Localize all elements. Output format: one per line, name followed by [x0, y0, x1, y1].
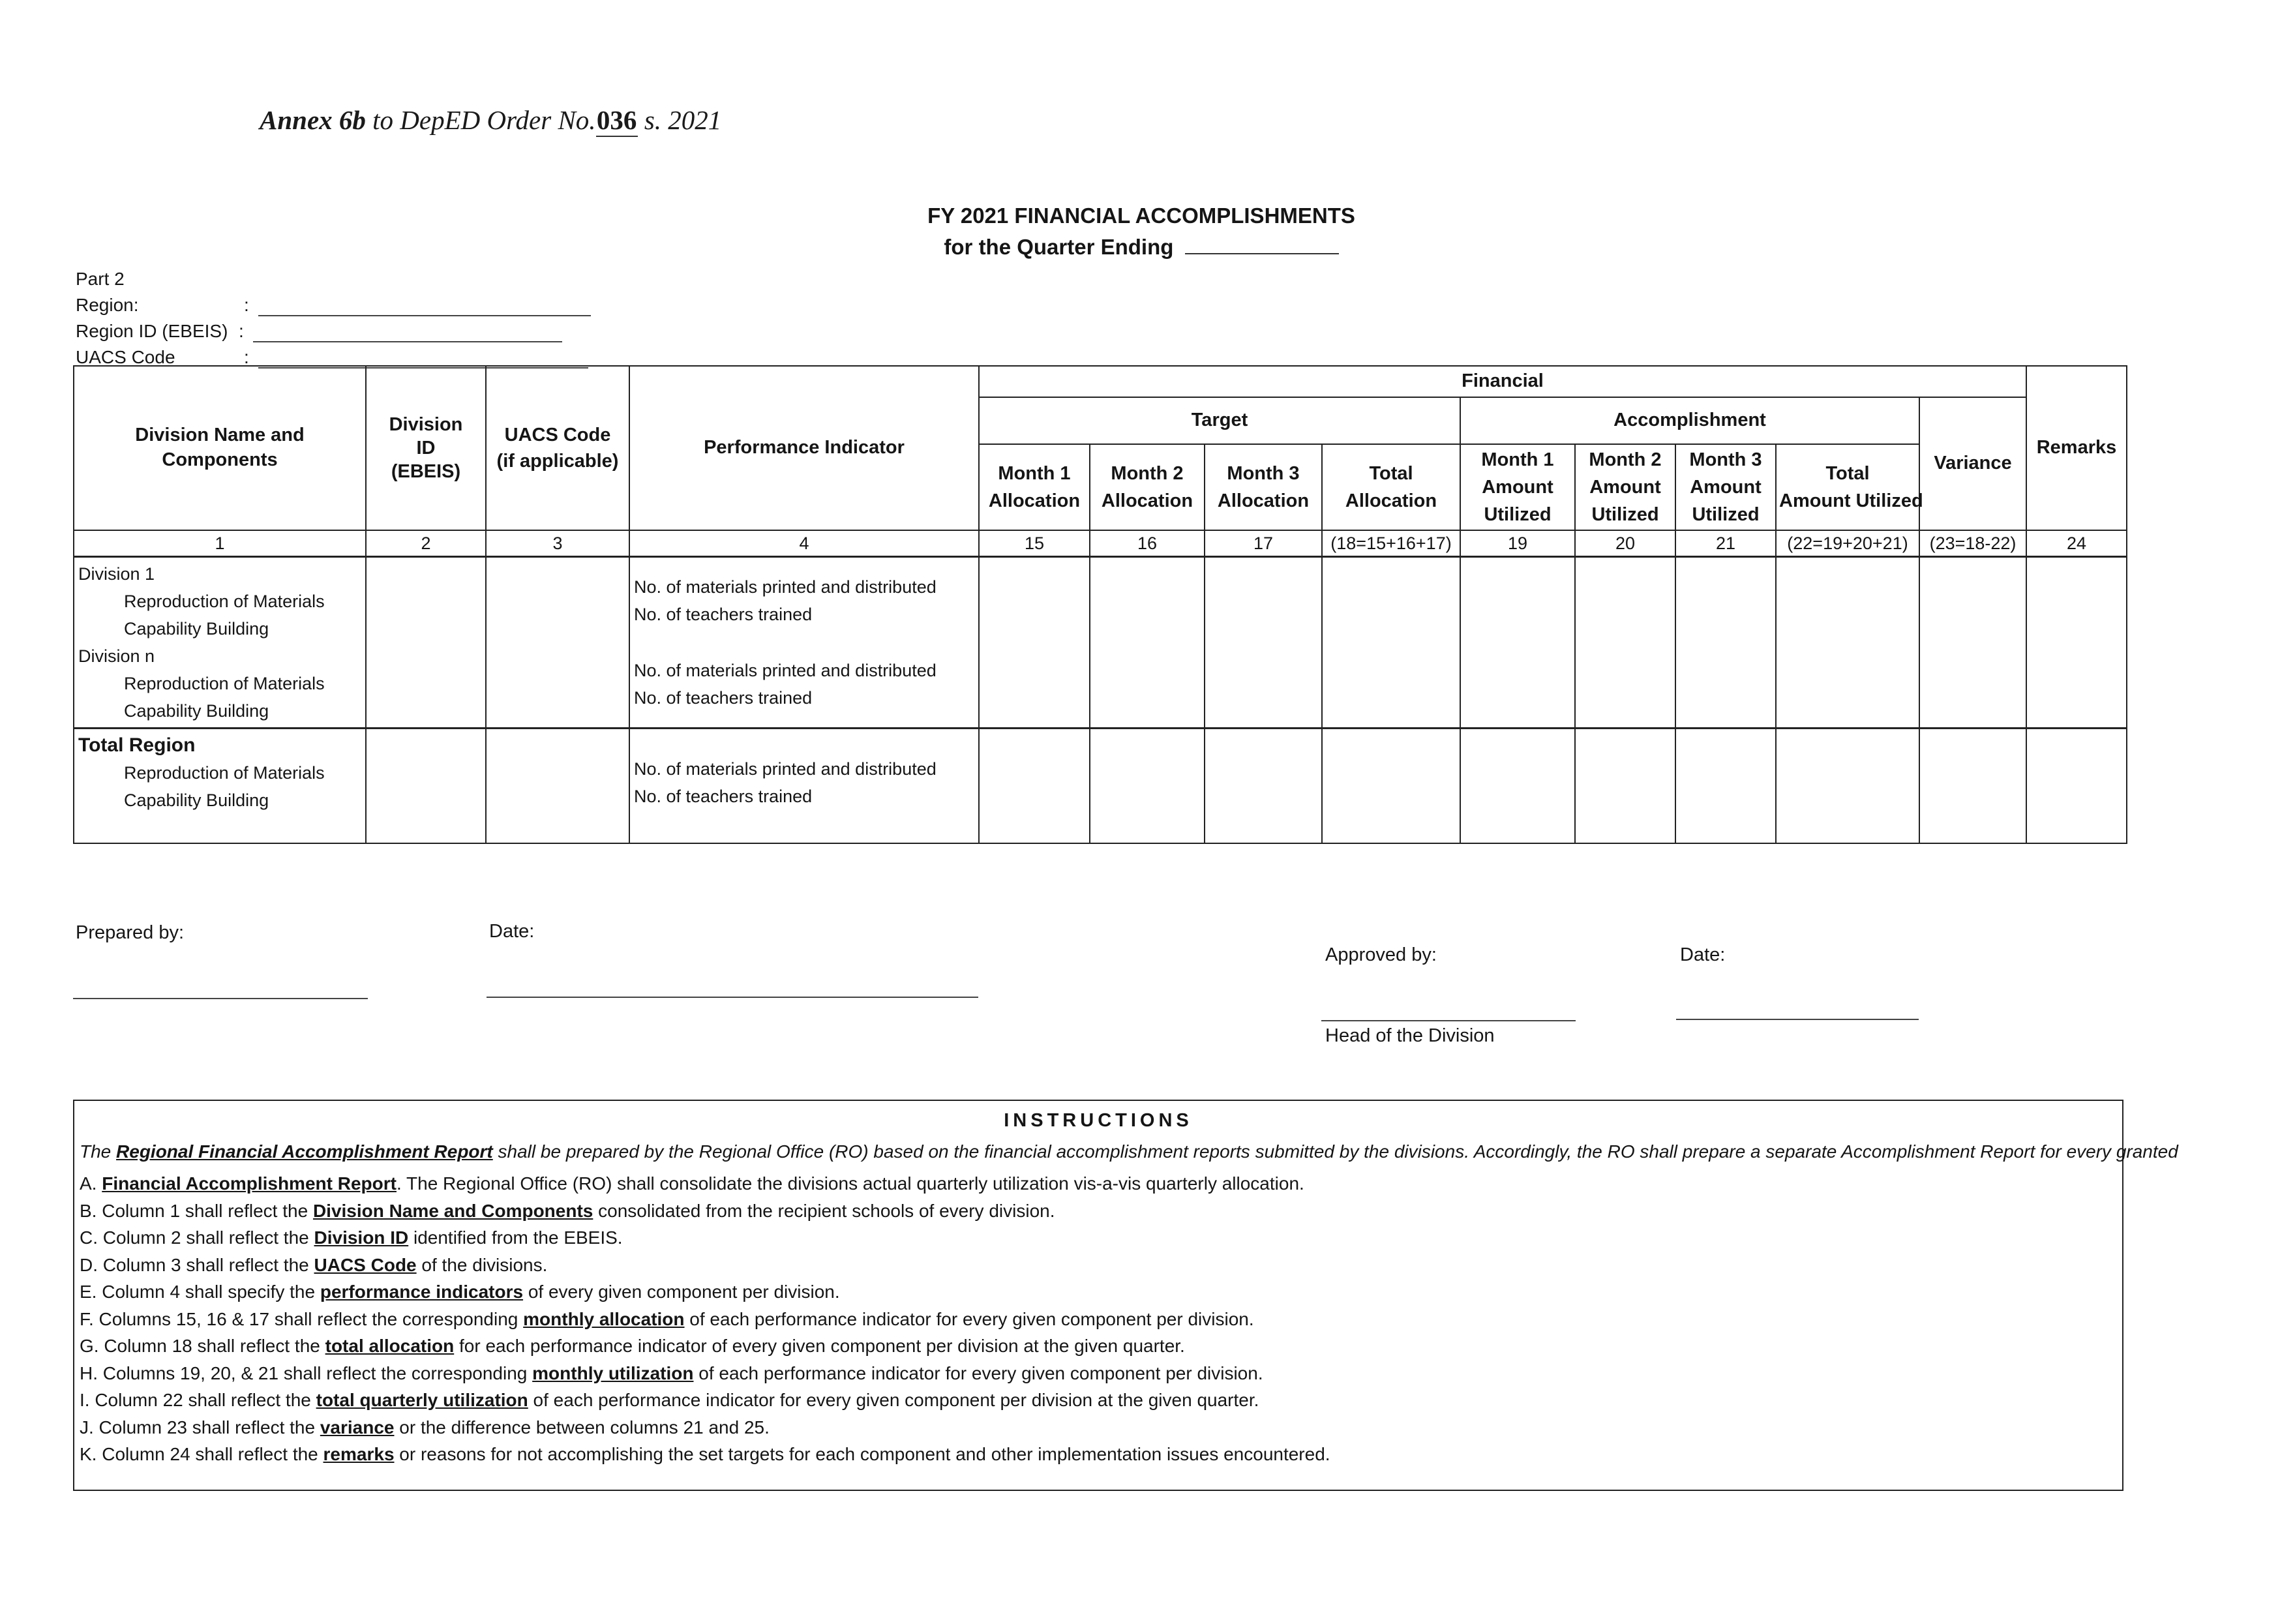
division-id-cell[interactable]: [366, 557, 486, 729]
col-num: 3: [486, 530, 629, 557]
report-title: FY 2021 FINANCIAL ACCOMPLISHMENTS: [927, 203, 1355, 228]
indicator-cell: [629, 557, 979, 729]
instruction-item: K. Column 24 shall reflect the remarks or reasons for not accomplishing the set targets for each component and other implementation issues encountered.: [80, 1444, 1330, 1464]
annex-heading: [260, 104, 721, 137]
header-total-allocation: Total Allocation: [1322, 444, 1460, 530]
region-id-blank[interactable]: [253, 341, 562, 342]
col-num: 4: [629, 530, 979, 557]
uacs-code-cell[interactable]: [486, 557, 629, 729]
component-label: Reproduction of Materials: [124, 674, 325, 693]
value-cell[interactable]: [1919, 557, 2026, 729]
uacs-colon: :: [244, 347, 249, 367]
region-blank[interactable]: [258, 315, 591, 316]
header-month1-utilized: Month 1 Amount Utilized: [1460, 444, 1575, 530]
table-row: [74, 729, 2127, 843]
header-uacs-code: UACS Code (if applicable): [486, 366, 629, 530]
division-1-label: Division 1: [78, 564, 155, 584]
component-label: Capability Building: [124, 790, 269, 810]
prepared-by-signature-line[interactable]: [73, 998, 368, 999]
approved-date-line[interactable]: [1676, 1019, 1919, 1020]
instruction-item: H. Columns 19, 20, & 21 shall reflect the corresponding monthly utilization of each performance indicator for every given component per division.: [80, 1362, 1263, 1383]
table-row: [74, 557, 2127, 729]
part-label: Part 2: [76, 269, 125, 289]
col-num: 16: [1090, 530, 1205, 557]
header-division-name: Division Name and Components: [74, 366, 366, 530]
header-performance-indicator: Performance Indicator: [629, 366, 979, 530]
annex-label: Annex 6b: [260, 105, 366, 135]
instructions-intro-term: Regional Financial Accomplishment Report: [116, 1141, 493, 1162]
value-cell[interactable]: [1575, 729, 1675, 843]
header-month3-utilized: Month 3 Amount Utilized: [1675, 444, 1776, 530]
header-month2-utilized: Month 2 Amount Utilized: [1575, 444, 1675, 530]
header-month2-allocation: Month 2 Allocation: [1090, 444, 1205, 530]
division-names-cell: [74, 557, 366, 729]
header-financial: Financial: [979, 366, 2026, 397]
approved-date-label: Date:: [1680, 944, 1726, 965]
quarter-ending-blank[interactable]: [1185, 253, 1339, 254]
region-label: Region:: [76, 295, 139, 315]
instruction-item: A. Financial Accomplishment Report. The Regional Office (RO) shall consolidate the divisions actual quarterly utilization vis-a-vis quarterly allocation.: [80, 1173, 1304, 1194]
value-cell[interactable]: [979, 557, 1090, 729]
col-num: 21: [1675, 530, 1776, 557]
report-subtitle: for the Quarter Ending: [944, 235, 1174, 259]
indicator-cell: [629, 729, 979, 843]
region-colon: :: [244, 295, 249, 315]
value-cell[interactable]: [1322, 729, 1460, 843]
col-num: 19: [1460, 530, 1575, 557]
region-id-colon: :: [239, 321, 244, 341]
component-label: Capability Building: [124, 619, 269, 639]
value-cell[interactable]: [1460, 729, 1575, 843]
value-cell[interactable]: [1675, 729, 1776, 843]
header-total-utilized: Total Amount Utilized: [1776, 444, 1919, 530]
instructions-intro: The Regional Financial Accomplishment Report shall be prepared by the Regional Office (RO) based on the financial accomplishment reports submitted by the divisions. Accordingly, the RO shall prepare a separate Accomplishment Report for every granted: [80, 1141, 2178, 1162]
region-id-label: Region ID (EBEIS): [76, 321, 228, 341]
indicator-label: No. of materials printed and distributed: [634, 661, 937, 680]
value-cell[interactable]: [1919, 729, 2026, 843]
instruction-item: I. Column 22 shall reflect the total quarterly utilization of each performance indicator for every given component per division at the given quarter.: [80, 1390, 1259, 1410]
total-region-label: Total Region: [78, 734, 196, 756]
prepared-by-label: Prepared by:: [76, 922, 185, 943]
financial-accomplishment-table: [73, 365, 2127, 844]
prepared-date-label: Date:: [489, 921, 535, 942]
value-cell[interactable]: [979, 729, 1090, 843]
instruction-item: G. Column 18 shall reflect the total allocation for each performance indicator of every given component per division at the given quarter.: [80, 1336, 1185, 1356]
indicator-label: No. of materials printed and distributed: [634, 577, 937, 597]
component-label: Reproduction of Materials: [124, 763, 325, 783]
instructions-list: [80, 1170, 1330, 1468]
instruction-item: D. Column 3 shall reflect the UACS Code of the divisions.: [80, 1254, 548, 1275]
approved-by-label: Approved by:: [1325, 944, 1437, 965]
prepared-date-line[interactable]: [487, 997, 978, 998]
order-series: s. 2021: [644, 105, 722, 135]
value-cell[interactable]: [1460, 557, 1575, 729]
col-num: 1: [74, 530, 366, 557]
header-month1-allocation: Month 1 Allocation: [979, 444, 1090, 530]
value-cell[interactable]: [1575, 557, 1675, 729]
instructions-title: INSTRUCTIONS: [1004, 1110, 1193, 1131]
report-subtitle-row: [783, 235, 1500, 260]
total-region-cell: [74, 729, 366, 843]
column-number-row: [74, 530, 2127, 557]
col-num: (22=19+20+21): [1776, 530, 1919, 557]
header-division-id: Division ID (EBEIS): [366, 366, 486, 530]
instruction-item: B. Column 1 shall reflect the Division Name and Components consolidated from the recipient schools of every division.: [80, 1200, 1055, 1221]
uacs-label: UACS Code: [76, 347, 175, 367]
instruction-item: C. Column 2 shall reflect the Division ID identified from the EBEIS.: [80, 1227, 623, 1248]
value-cell[interactable]: [1090, 557, 1205, 729]
division-n-label: Division n: [78, 646, 155, 666]
division-id-cell[interactable]: [366, 729, 486, 843]
value-cell[interactable]: [2026, 729, 2127, 843]
value-cell[interactable]: [1090, 729, 1205, 843]
uacs-code-cell[interactable]: [486, 729, 629, 843]
col-num: 17: [1205, 530, 1322, 557]
value-cell[interactable]: [1322, 557, 1460, 729]
head-of-division-label: Head of the Division: [1325, 1025, 1495, 1046]
value-cell[interactable]: [2026, 557, 2127, 729]
value-cell[interactable]: [1205, 557, 1322, 729]
order-number: 036: [596, 104, 638, 137]
value-cell[interactable]: [1675, 557, 1776, 729]
indicator-label: No. of teachers trained: [634, 787, 813, 806]
col-num: 24: [2026, 530, 2127, 557]
instructions-box: [73, 1100, 2178, 1491]
value-cell[interactable]: [1776, 729, 1919, 843]
value-cell[interactable]: [1776, 557, 1919, 729]
value-cell[interactable]: [1205, 729, 1322, 843]
col-num: 15: [979, 530, 1090, 557]
indicator-label: No. of teachers trained: [634, 605, 813, 624]
component-label: Reproduction of Materials: [124, 592, 325, 611]
col-num: (18=15+16+17): [1322, 530, 1460, 557]
header-variance: Variance: [1919, 397, 2026, 530]
component-label: Capability Building: [124, 701, 269, 721]
header-month3-allocation: Month 3 Allocation: [1205, 444, 1322, 530]
instruction-item: E. Column 4 shall specify the performance indicators of every given component per division.: [80, 1282, 840, 1302]
approved-by-signature-line[interactable]: [1321, 1020, 1576, 1021]
instruction-item: J. Column 23 shall reflect the variance or the difference between columns 21 and 25.: [80, 1417, 770, 1437]
header-target: Target: [979, 397, 1460, 444]
col-num: (23=18-22): [1919, 530, 2026, 557]
indicator-label: No. of teachers trained: [634, 688, 813, 708]
instruction-item: F. Columns 15, 16 & 17 shall reflect the corresponding monthly allocation of each performance indicator for every given component per division.: [80, 1308, 1254, 1329]
header-remarks: Remarks: [2026, 366, 2127, 530]
col-num: 2: [366, 530, 486, 557]
header-accomplishment: Accomplishment: [1460, 397, 1919, 444]
order-text: to DepED Order No.: [372, 105, 596, 135]
indicator-label: No. of materials printed and distributed: [634, 759, 937, 779]
col-num: 20: [1575, 530, 1675, 557]
